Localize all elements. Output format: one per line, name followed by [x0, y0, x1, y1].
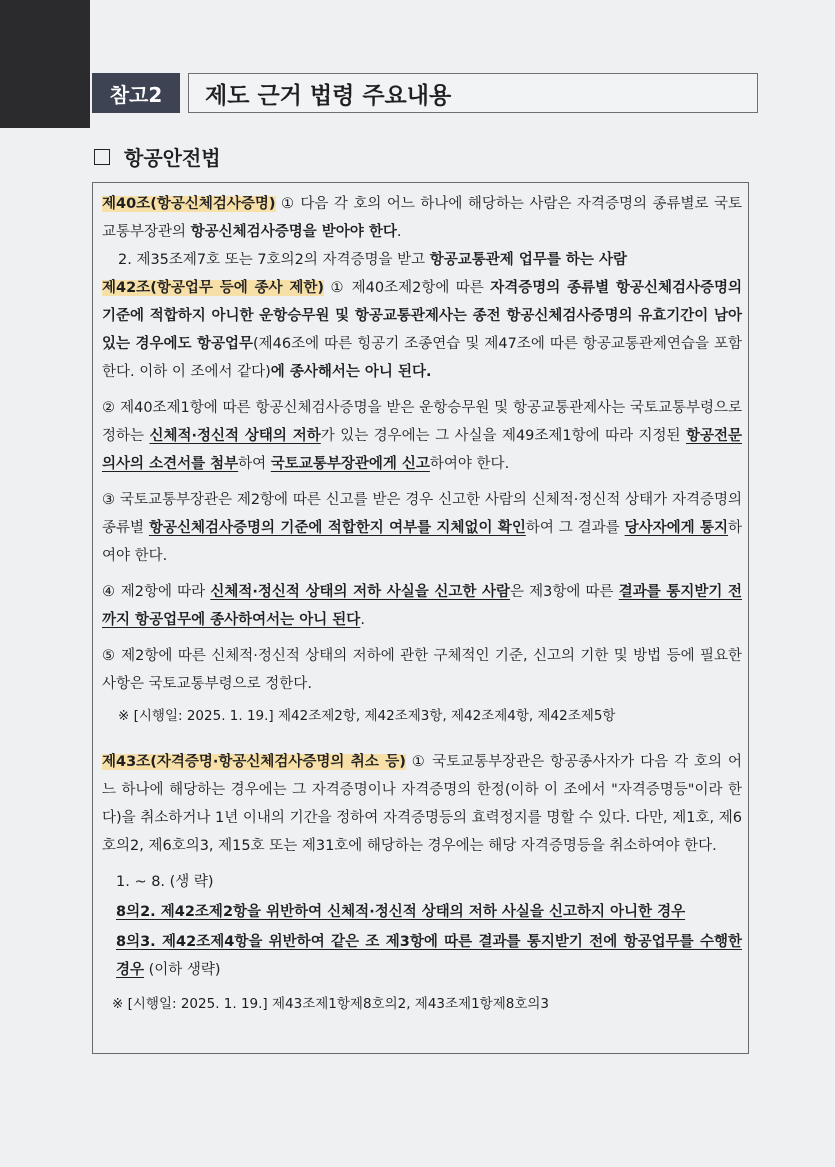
checkbox-square-icon	[94, 149, 110, 165]
article-42-heading: 제42조(항공업무 등에 종사 제한)	[102, 280, 325, 296]
article-43-items-omitted: 1. ~ 8. (생 략)	[116, 874, 214, 890]
article-43-effective-note: ※ [시행일: 2025. 1. 19.] 제43조제1항제8호의2, 제43조제1항제8호의3	[112, 996, 550, 1012]
article-43-heading: 제43조(자격증명·항공신체검사증명의 취소 등)	[102, 754, 406, 770]
article-42-para-3: ③ 국토교통부장관은 제2항에 따른 신고를 받은 경우 신고한 사람의 신체적·정신적 상태가 자격증명의 종류별 항공신체검사증명의 기준에 적합한지 여부를 지체없이 확인하여 그 결과를 당사자에게 통지하여야 한다.	[102, 492, 742, 564]
article-43-para-1: 제43조(자격증명·항공신체검사증명의 취소 등) ① 국토교통부장관은 항공종사자가 다음 각 호의 어느 하나에 해당하는 경우에는 그 자격증명이나 자격증명의 한정(이하 이 조에서 "자격증명등"이라 한다)을 취소하거나 1년 이내의 기간을 정하여 자격증명등의 효력정지를 명할 수 있다. 다만, 제1호, 제6호의2, 제6호의3, 제15호 또는 제31호에 해당하는 경우에는 해당 자격증명등을 취소하여야 한다.	[102, 754, 742, 854]
article-43-item-8-2: 8의2. 제42조제2항을 위반하여 신체적·정신적 상태의 저하 사실을 신고하지 아니한 경우	[116, 904, 686, 920]
article-42-para-5: ⑤ 제2항에 따른 신체적·정신적 상태의 저하에 관한 구체적인 기준, 신고의 기한 및 방법 등에 필요한 사항은 국토교통부령으로 정한다.	[102, 648, 742, 692]
article-40: 제40조(항공신체검사증명) ① 다음 각 호의 어느 하나에 해당하는 사람은 자격증명의 종류별로 국토교통부장관의 항공신체검사증명을 받아야 한다.	[102, 196, 742, 240]
reference-tag: 참고2	[92, 73, 180, 113]
article-42-para-4: ④ 제2항에 따라 신체적·정신적 상태의 저하 사실을 신고한 사람은 제3항에 따른 결과를 통지받기 전까지 항공업무에 종사하여서는 아니 된다.	[102, 584, 742, 628]
page-header	[92, 73, 758, 113]
article-42-para-1: 제42조(항공업무 등에 종사 제한) ① 제40조제2항에 따른 자격증명의 종류별 항공신체검사증명의 기준에 적합하지 아니한 운항승무원 및 항공교통관제사는 종전 항공신체검사증명의 유효기간이 남아 있는 경우에도 항공업무(제46조에 따른 힝공기 조종연습 및 제47조에 따른 항공교통관제연습을 포함한다. 이하 이 조에서 같다)에 종사해서는 아니 된다.	[102, 280, 742, 380]
article-40-item-2: 2. 제35조제7호 또는 7호의2의 자격증명을 받고 항공교통관제 업무를 하는 사람	[118, 252, 627, 268]
law-text	[102, 190, 742, 1018]
section-title: 항공안전법	[124, 146, 221, 170]
article-40-heading: 제40조(항공신체검사증명)	[102, 196, 276, 212]
section-heading	[94, 142, 221, 171]
article-43-item-8-3: 8의3. 제42조제4항을 위반하여 같은 조 제3항에 따른 결과를 통지받기 전에 항공업무를 수행한 경우 (이하 생략)	[116, 934, 742, 978]
article-42-para-2: ② 제40조제1항에 따른 항공신체검사증명을 받은 운항승무원 및 항공교통관제사는 국토교통부령으로 정하는 신체적·정신적 상태의 저하가 있는 경우에는 그 사실을 제49조제1항에 따라 지정된 항공전문의사의 소견서를 첨부하여 국토교통부장관에게 신고하여야 한다.	[102, 400, 742, 472]
page-title: 제도 근거 법령 주요내용	[188, 73, 758, 113]
background-corner	[0, 0, 90, 128]
article-42-effective-note: ※ [시행일: 2025. 1. 19.] 제42조제2항, 제42조제3항, 제42조제4항, 제42조제5항	[118, 708, 616, 724]
